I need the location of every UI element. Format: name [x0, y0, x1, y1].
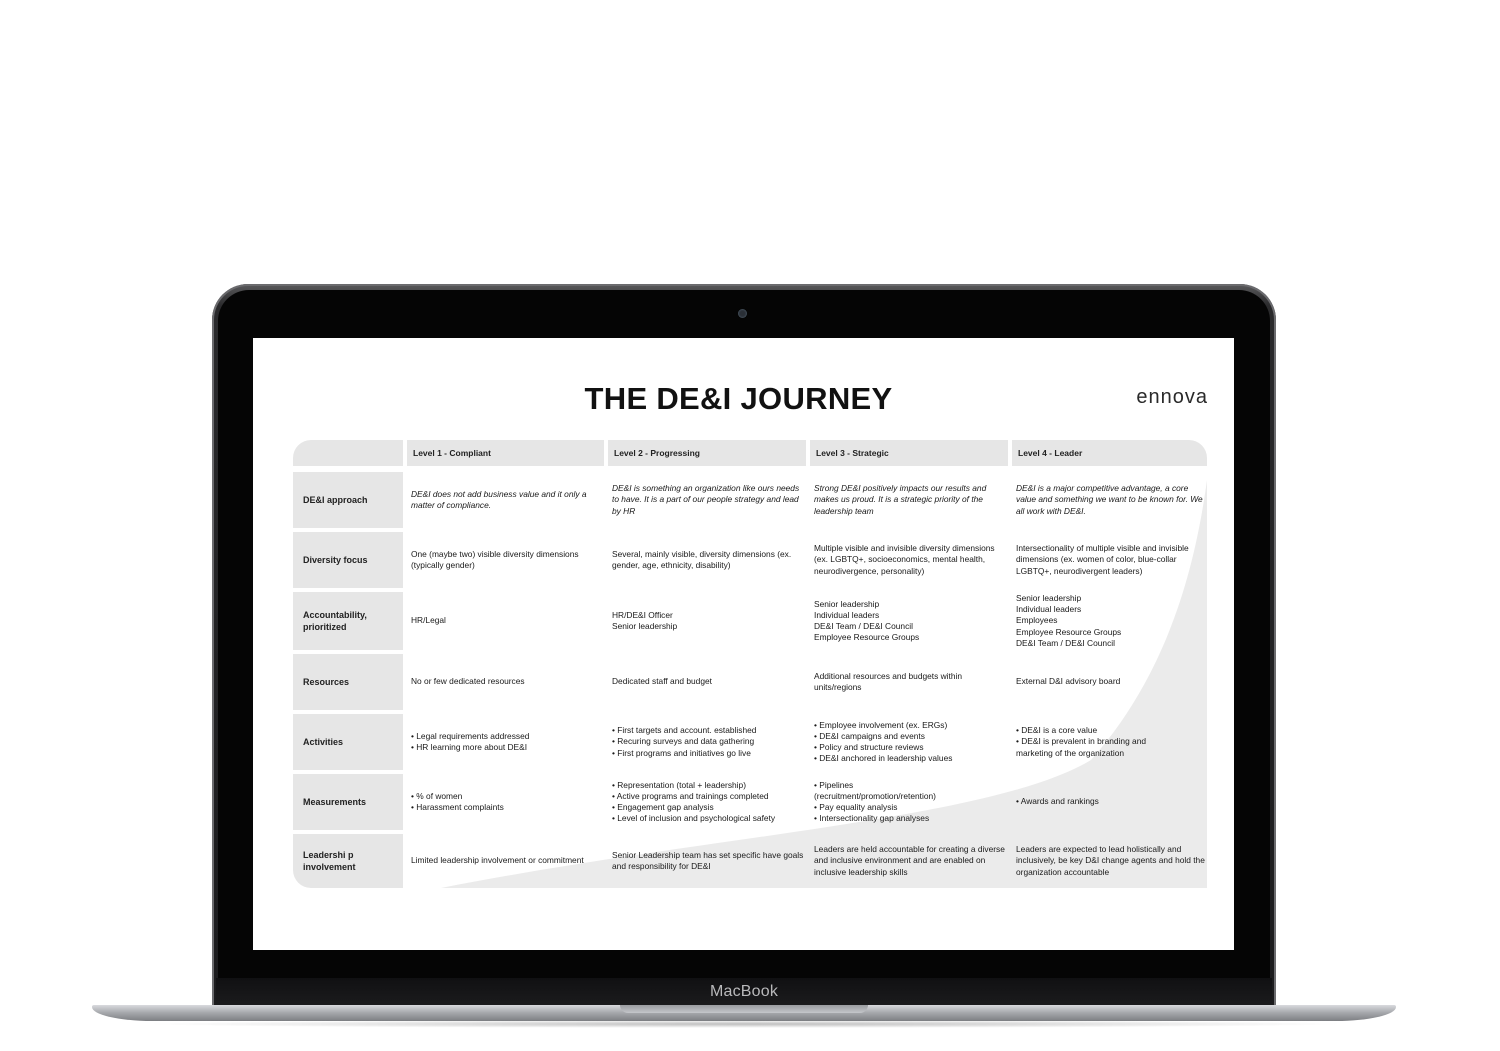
camera-icon: [738, 309, 747, 318]
column-header-level-3: Level 3 - Strategic: [810, 440, 1008, 466]
table-cell: One (maybe two) visible diversity dimensions (typically gender): [411, 548, 579, 570]
table-cell: DE&I is a major competitive advantage, a core value and something we want to be known for. We all work with DE&I.: [1016, 483, 1203, 516]
table-cell: Dedicated staff and budget: [612, 676, 712, 687]
lid-notch: [620, 1005, 868, 1013]
journey-table: [291, 440, 1207, 888]
table-cell: • DE&I is a core value • DE&I is prevalent in branding and marketing of the organization: [1016, 725, 1147, 758]
table-cell: Senior leadership Individual leaders Employees Employee Resource Groups DE&I Team / DE&I Council: [1016, 592, 1122, 648]
header-corner: [293, 440, 403, 466]
table-cell: No or few dedicated resources: [411, 676, 525, 687]
row-label-measurements: Measurements: [293, 774, 403, 830]
table-cell: Senior Leadership team has set specific have goals and responsibility for DE&I: [612, 849, 804, 871]
table-cell: HR/DE&I Officer Senior leadership: [612, 609, 678, 631]
table-cell: Several, mainly visible, diversity dimensions (ex. gender, age, ethnicity, disability): [612, 548, 792, 570]
row-label-accountability: Accountability, prioritized: [293, 592, 403, 650]
table-cell: Intersectionality of multiple visible and invisible dimensions (ex. women of color, blue-collar LGBTQ+, neurodivergent leaders): [1016, 543, 1189, 576]
device-brand-label: MacBook: [709, 983, 779, 1000]
table-cell: • % of women • Harassment complaints: [411, 790, 504, 812]
table-cell: Limited leadership involvement or commitment: [411, 855, 584, 866]
table-cell: Strong DE&I positively impacts our results and makes us proud. It is a strategic priority of the leadership team: [814, 483, 987, 516]
table-cell: DE&I is something an organization like ours needs to have. It is a part of our people strategy and lead by HR: [612, 483, 800, 516]
table-cell: Additional resources and budgets within units/regions: [814, 670, 963, 692]
slide-title: THE DE&I JOURNEY: [584, 381, 893, 416]
column-header-level-4: Level 4 - Leader: [1012, 440, 1207, 466]
device-shadow: [140, 1020, 1350, 1028]
table-cell: • Awards and rankings: [1016, 796, 1099, 807]
column-header-level-1: Level 1 - Compliant: [407, 440, 604, 466]
table-cell: Senior leadership Individual leaders DE&I Team / DE&I Council Employee Resource Groups: [814, 598, 920, 643]
table-cell: DE&I does not add business value and it only a matter of compliance.: [411, 488, 587, 510]
company-logo: ennova: [1136, 386, 1208, 408]
table-cell: External D&I advisory board: [1016, 676, 1121, 687]
column-header-level-2: Level 2 - Progressing: [608, 440, 806, 466]
table-cell: • First targets and account. established • Recuring surveys and data gathering • First programs and initiatives go live: [612, 725, 757, 758]
screen: [253, 338, 1234, 950]
row-label-leadership: Leadershi p involvement: [293, 834, 403, 888]
table-cell: Leaders are held accountable for creating a diverse and inclusive environment and are enabled on inclusive leadership skills: [814, 844, 1005, 877]
row-label-diversity-focus: Diversity focus: [293, 532, 403, 588]
table-cell: Leaders are expected to lead holistically and inclusively, be key D&I change agents and hold the organization accountable: [1016, 844, 1205, 877]
row-label-activities: Activities: [293, 714, 403, 770]
table-cell: • Legal requirements addressed • HR learning more about DE&I: [411, 730, 530, 752]
table-cell: • Employee involvement (ex. ERGs) • DE&I campaigns and events • Policy and structure reviews • DE&I anchored in leadership values: [814, 719, 953, 764]
table-cell: • Representation (total + leadership) • Active programs and trainings completed • Engagement gap analysis • Level of inclusion and psychological safety: [612, 779, 776, 824]
table-cell: • Pipelines (recruitment/promotion/retention) • Pay equality analysis • Intersectionality gap analyses: [814, 779, 936, 824]
table-cell: Multiple visible and invisible diversity dimensions (ex. LGBTQ+, socioeconomics, mental health, neurodivergence, personality): [814, 543, 995, 576]
row-label-resources: Resources: [293, 654, 403, 710]
table-cell: HR/Legal: [411, 615, 446, 626]
row-label-approach: DE&I approach: [293, 472, 403, 528]
